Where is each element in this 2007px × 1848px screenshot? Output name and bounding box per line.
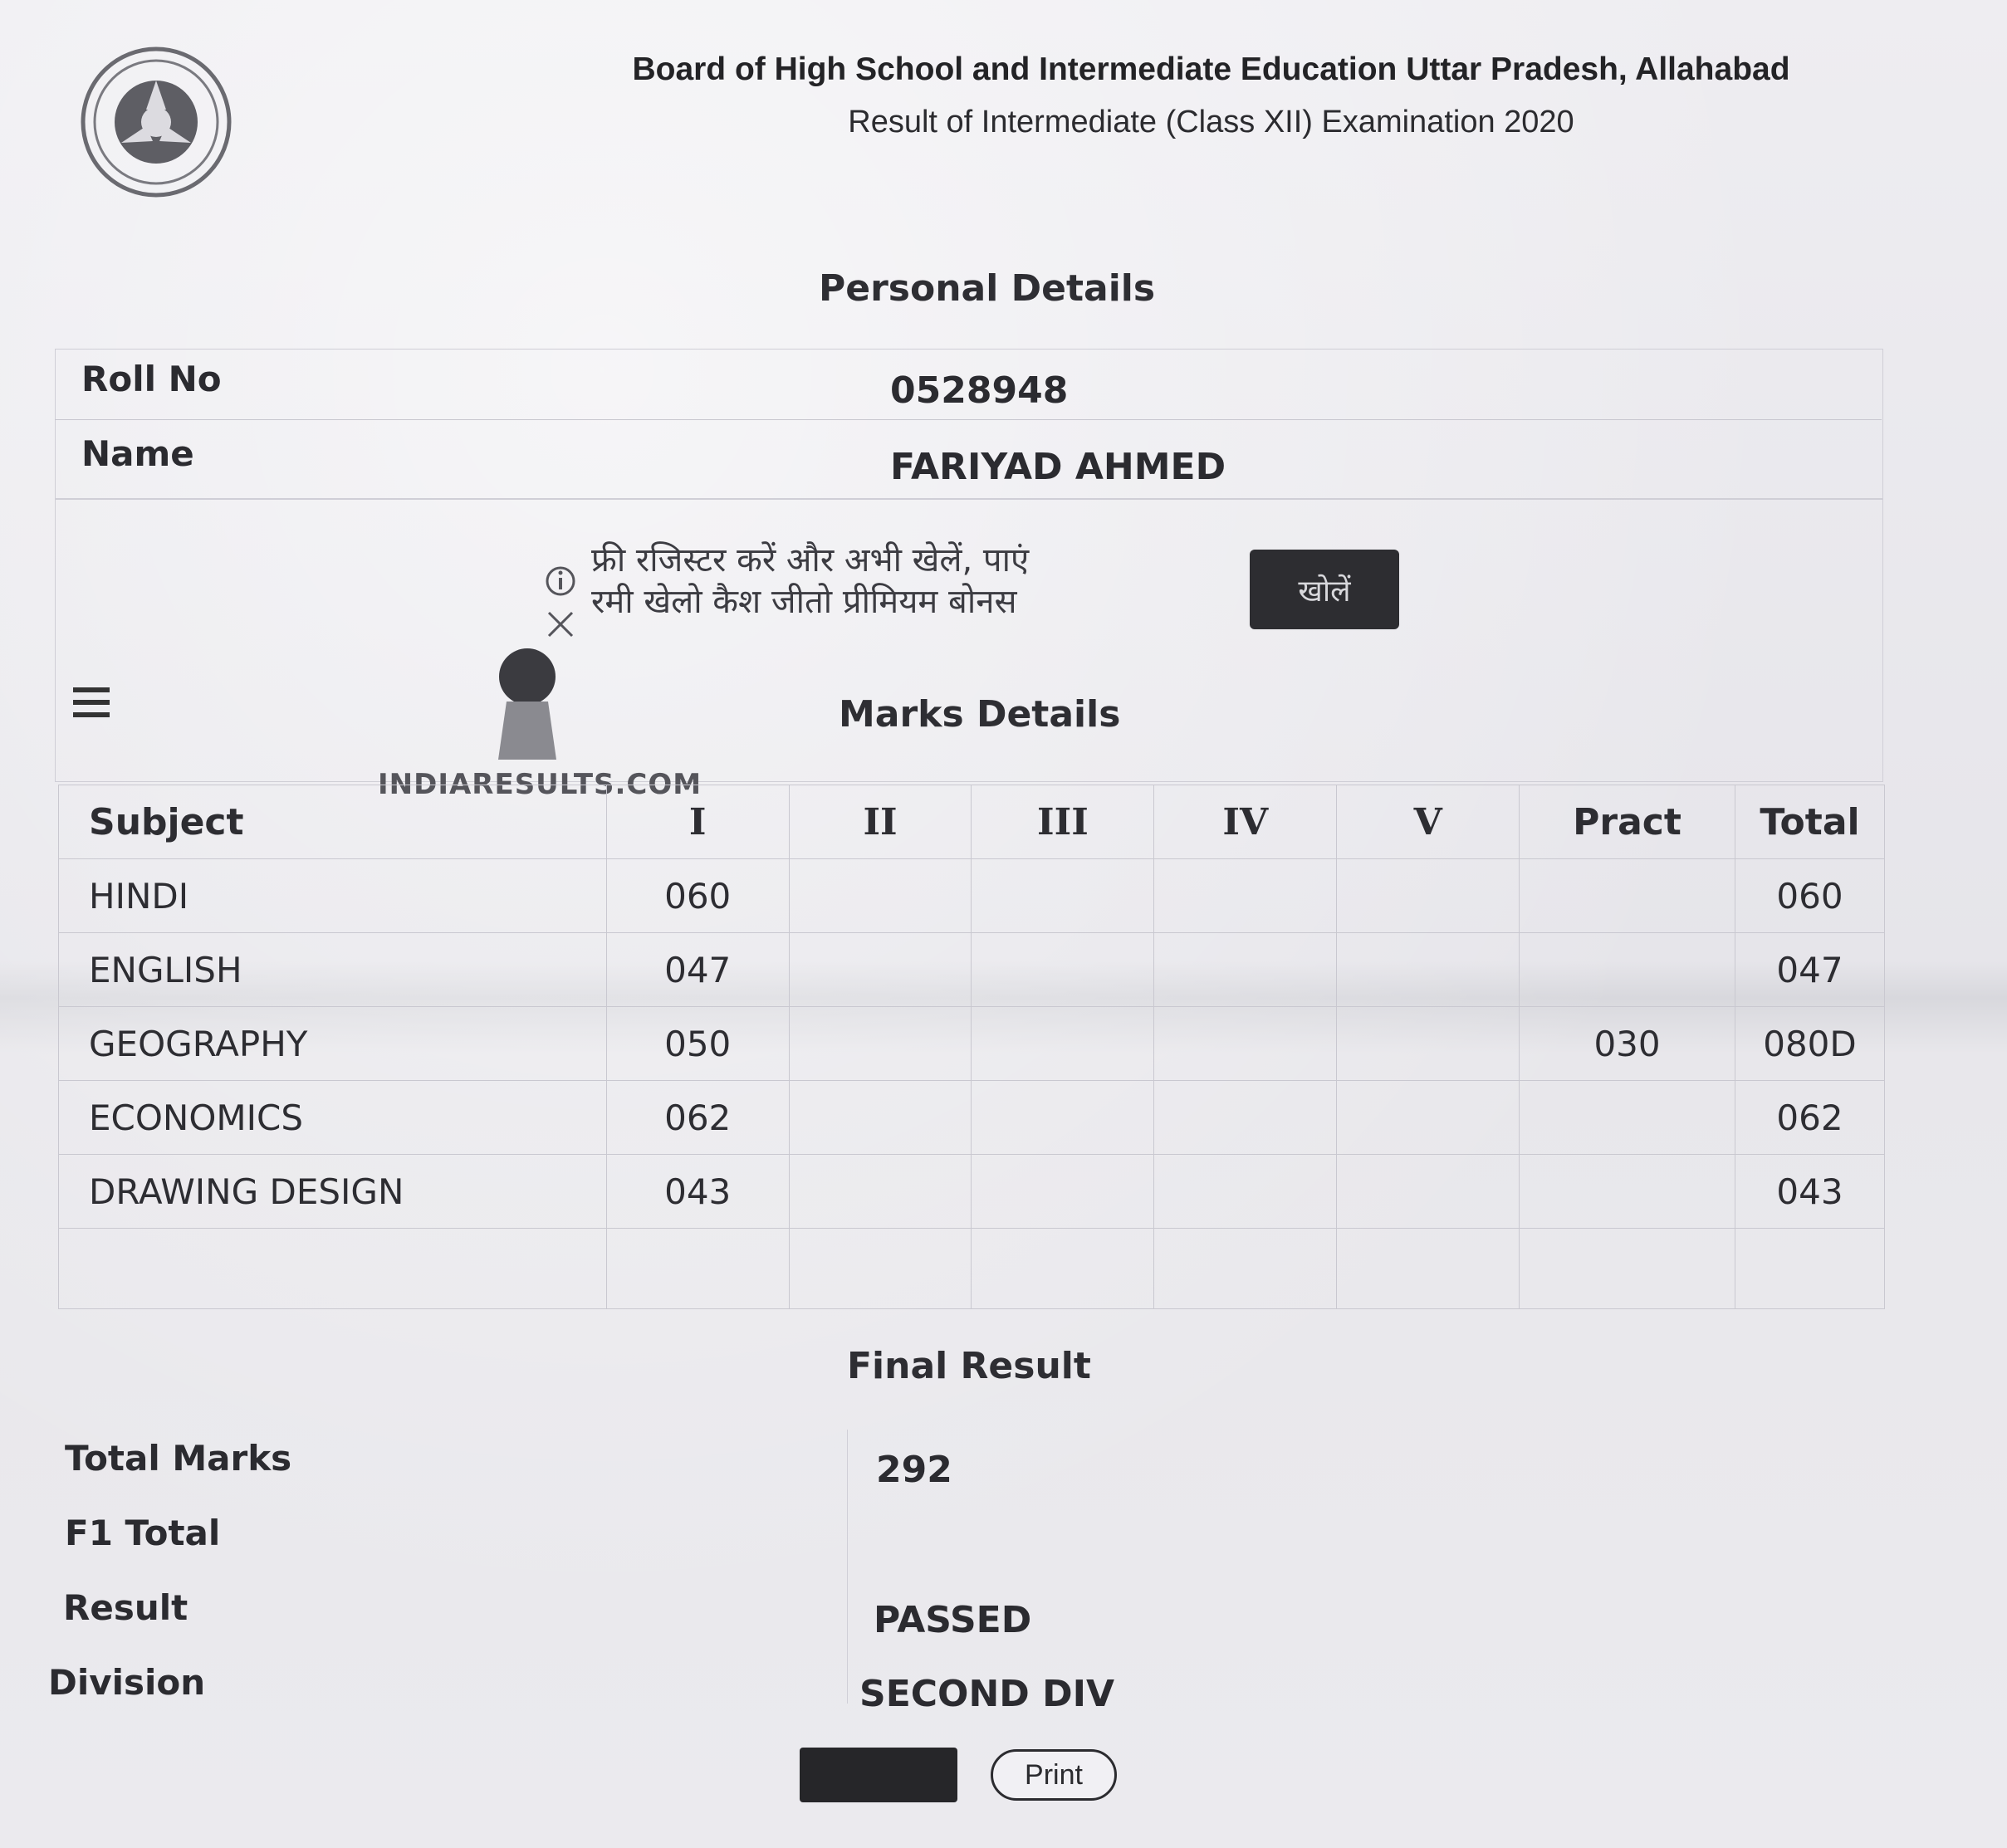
table-row [59, 1081, 1885, 1155]
table-row-empty [59, 1229, 1885, 1309]
roll-no-value: 0528948 [890, 369, 1069, 412]
menu-icon[interactable] [73, 687, 110, 719]
pract-cell [1520, 859, 1735, 933]
pract-cell: 030 [1520, 1007, 1735, 1081]
ad-line-2: रमी खेलो कैश जीतो प्रीमियम बोनस [591, 583, 1017, 621]
marks-cell [789, 933, 972, 1007]
marks-details-heading: Marks Details [839, 693, 1121, 736]
column-header: Subject [59, 785, 607, 859]
table-row [59, 1155, 1885, 1229]
table-row [59, 1007, 1885, 1081]
pract-cell [1520, 1155, 1735, 1229]
ad-controls [544, 565, 577, 639]
watermark-figure-icon [490, 643, 565, 760]
subject-cell: ENGLISH [59, 933, 607, 1007]
column-header: Total [1735, 785, 1885, 859]
pract-cell [1520, 933, 1735, 1007]
marks-cell [972, 1155, 1154, 1229]
division-label: Division [48, 1662, 206, 1703]
marks-cell [972, 1007, 1154, 1081]
info-icon[interactable] [547, 568, 574, 594]
empty-cell [1154, 1229, 1337, 1309]
column-header: I [606, 785, 789, 859]
empty-cell [1520, 1229, 1735, 1309]
marks-cell [789, 1007, 972, 1081]
empty-cell [59, 1229, 607, 1309]
marks-cell [1154, 859, 1337, 933]
board-title: Board of High School and Intermediate Education Uttar Pradesh, Allahabad [632, 51, 1790, 87]
marks-cell [1337, 1155, 1520, 1229]
close-icon[interactable] [549, 613, 572, 636]
empty-cell [1337, 1229, 1520, 1309]
exam-subtitle: Result of Intermediate (Class XII) Examination 2020 [848, 105, 1574, 139]
name-value: FARIYAD AHMED [890, 446, 1226, 488]
subject-cell: HINDI [59, 859, 607, 933]
ad-open-button[interactable]: खोलें [1250, 550, 1399, 629]
back-button[interactable] [800, 1748, 957, 1802]
marks-cell [789, 859, 972, 933]
division-value: SECOND DIV [859, 1673, 1115, 1715]
marks-cell [1154, 933, 1337, 1007]
marks-cell [1337, 1007, 1520, 1081]
total-cell: 060 [1735, 859, 1885, 933]
column-header: III [972, 785, 1154, 859]
divider [55, 419, 1882, 420]
marks-cell [972, 859, 1154, 933]
roll-no-label: Roll No [81, 359, 222, 399]
print-button[interactable]: Print [991, 1749, 1117, 1801]
final-result-values-column [847, 1430, 1886, 1704]
table-row [59, 933, 1885, 1007]
column-header: Pract [1520, 785, 1735, 859]
column-header: II [789, 785, 972, 859]
column-header: V [1337, 785, 1520, 859]
column-header: IV [1154, 785, 1337, 859]
empty-cell [1735, 1229, 1885, 1309]
total-marks-label: Total Marks [65, 1438, 292, 1479]
marks-cell [972, 1081, 1154, 1155]
marks-table [58, 785, 1885, 1309]
watermark-text: INDIARESULTS.COM [378, 768, 702, 801]
marks-cell [1154, 1081, 1337, 1155]
marks-cell [972, 933, 1154, 1007]
marks-cell: 050 [606, 1007, 789, 1081]
empty-cell [972, 1229, 1154, 1309]
marks-cell [1337, 859, 1520, 933]
marks-cell: 047 [606, 933, 789, 1007]
name-label: Name [81, 433, 194, 474]
subject-cell: DRAWING DESIGN [59, 1155, 607, 1229]
marks-cell [789, 1155, 972, 1229]
marks-cell: 060 [606, 859, 789, 933]
empty-cell [606, 1229, 789, 1309]
total-cell: 047 [1735, 933, 1885, 1007]
marks-cell: 062 [606, 1081, 789, 1155]
ad-text[interactable] [591, 540, 1029, 623]
result-label: Result [63, 1587, 188, 1628]
marks-cell [1154, 1007, 1337, 1081]
empty-cell [789, 1229, 972, 1309]
subject-cell: GEOGRAPHY [59, 1007, 607, 1081]
marks-cell [1337, 1081, 1520, 1155]
total-cell: 080D [1735, 1007, 1885, 1081]
total-cell: 043 [1735, 1155, 1885, 1229]
table-header-row [59, 785, 1885, 859]
total-cell: 062 [1735, 1081, 1885, 1155]
result-value: PASSED [874, 1599, 1032, 1641]
personal-details-heading: Personal Details [819, 267, 1156, 310]
f1-total-label: F1 Total [65, 1513, 221, 1553]
marks-cell [1154, 1155, 1337, 1229]
table-row [59, 859, 1885, 933]
marks-cell [1337, 933, 1520, 1007]
marks-cell [789, 1081, 972, 1155]
total-marks-value: 292 [876, 1449, 952, 1491]
pract-cell [1520, 1081, 1735, 1155]
subject-cell: ECONOMICS [59, 1081, 607, 1155]
marks-cell: 043 [606, 1155, 789, 1229]
ad-line-1: फ्री रजिस्टर करें और अभी खेलें, पाएं [591, 541, 1030, 579]
final-result-heading: Final Result [847, 1345, 1091, 1387]
